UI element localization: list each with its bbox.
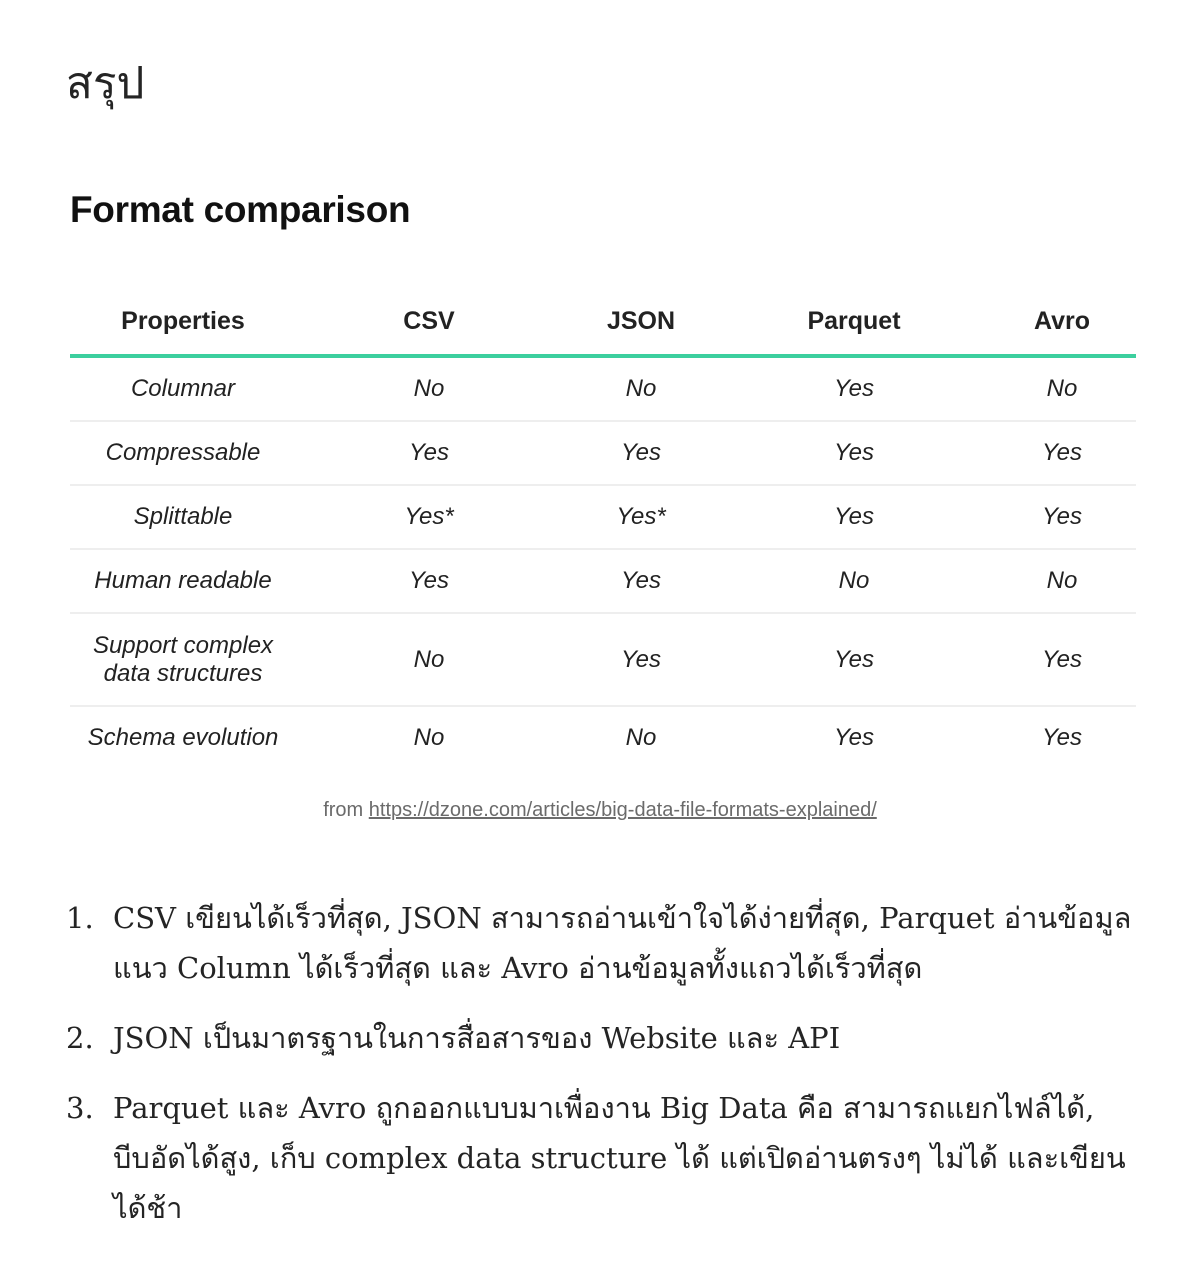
avro-cell: No <box>988 356 1136 421</box>
avro-cell: Yes <box>988 613 1136 706</box>
json-cell: Yes* <box>562 485 720 549</box>
parquet-cell: Yes <box>720 485 988 549</box>
header-json: JSON <box>562 290 720 356</box>
property-cell: Compressable <box>70 421 296 485</box>
parquet-cell: Yes <box>720 613 988 706</box>
avro-cell: Yes <box>1041 724 1083 751</box>
parquet-cell: No <box>720 549 988 613</box>
summary-list <box>66 893 1136 1253</box>
property-line: Support complex <box>92 631 274 659</box>
table-row <box>70 613 1136 706</box>
caption-prefix: from <box>323 799 369 821</box>
source-link[interactable]: https://dzone.com/articles/big-data-file-formats-explained/ <box>368 799 877 821</box>
avro-cell: No <box>988 549 1136 613</box>
table-row <box>70 485 1136 549</box>
csv-cell: No <box>296 613 562 706</box>
avro-cell: Yes <box>988 421 1136 485</box>
json-cell: No <box>562 356 720 421</box>
json-cell: Yes <box>562 613 720 706</box>
parquet-cell: Yes <box>720 356 988 421</box>
list-text: JSON เป็นมาตรฐานในการสื่อสารของ Website และ API <box>113 1021 841 1055</box>
figure-title: Format comparison <box>70 189 411 230</box>
avro-cell: Yes <box>988 485 1136 549</box>
list-text: Parquet และ Avro ถูกออกแบบมาเพื่องาน Big Data คือ สามารถแยกไฟล์ได้, บีบอัดได้สูง, เก็บ complex data structure ได้ แต่เปิดอ่านตรงๆ ไม่ได้ และเขียนได้ช้า <box>113 1091 1126 1225</box>
table-row <box>70 356 1136 421</box>
json-cell: Yes <box>562 549 720 613</box>
csv-cell: No <box>413 724 445 751</box>
json-cell: Yes <box>562 421 720 485</box>
csv-cell: Yes <box>296 421 562 485</box>
parquet-cell: Yes <box>833 724 875 751</box>
format-comparison-table <box>70 290 1136 769</box>
csv-cell: No <box>296 356 562 421</box>
csv-cell: Yes* <box>296 485 562 549</box>
table-row <box>70 421 1136 485</box>
property-cell: Columnar <box>70 356 296 421</box>
list-item <box>66 1083 1136 1233</box>
list-item <box>66 1013 1136 1063</box>
table-row <box>70 549 1136 613</box>
list-number: 1. <box>66 901 94 935</box>
property-line: data structures <box>103 659 263 687</box>
list-number: 3. <box>66 1091 94 1125</box>
table-header-row <box>70 290 1136 356</box>
property-cell <box>70 613 296 706</box>
property-cell: Schema evolution <box>87 724 279 751</box>
table-row <box>70 706 1136 769</box>
json-cell: No <box>625 724 657 751</box>
list-text: CSV เขียนได้เร็วที่สุด, JSON สามารถอ่านเข้าใจได้ง่ายที่สุด, Parquet อ่านข้อมูลแนว Column ได้เร็วที่สุด และ Avro อ่านข้อมูลทั้งแถวได้เร็วที่สุด <box>113 901 1132 985</box>
property-cell: Splittable <box>70 485 296 549</box>
header-properties: Properties <box>70 290 296 356</box>
header-csv: CSV <box>296 290 562 356</box>
section-title: สรุป <box>66 58 145 109</box>
csv-cell: Yes <box>296 549 562 613</box>
figure-caption <box>0 797 1200 823</box>
parquet-cell: Yes <box>720 421 988 485</box>
header-avro: Avro <box>988 290 1136 356</box>
list-item <box>66 893 1136 993</box>
property-cell: Human readable <box>70 549 296 613</box>
header-parquet: Parquet <box>720 290 988 356</box>
list-number: 2. <box>66 1021 94 1055</box>
